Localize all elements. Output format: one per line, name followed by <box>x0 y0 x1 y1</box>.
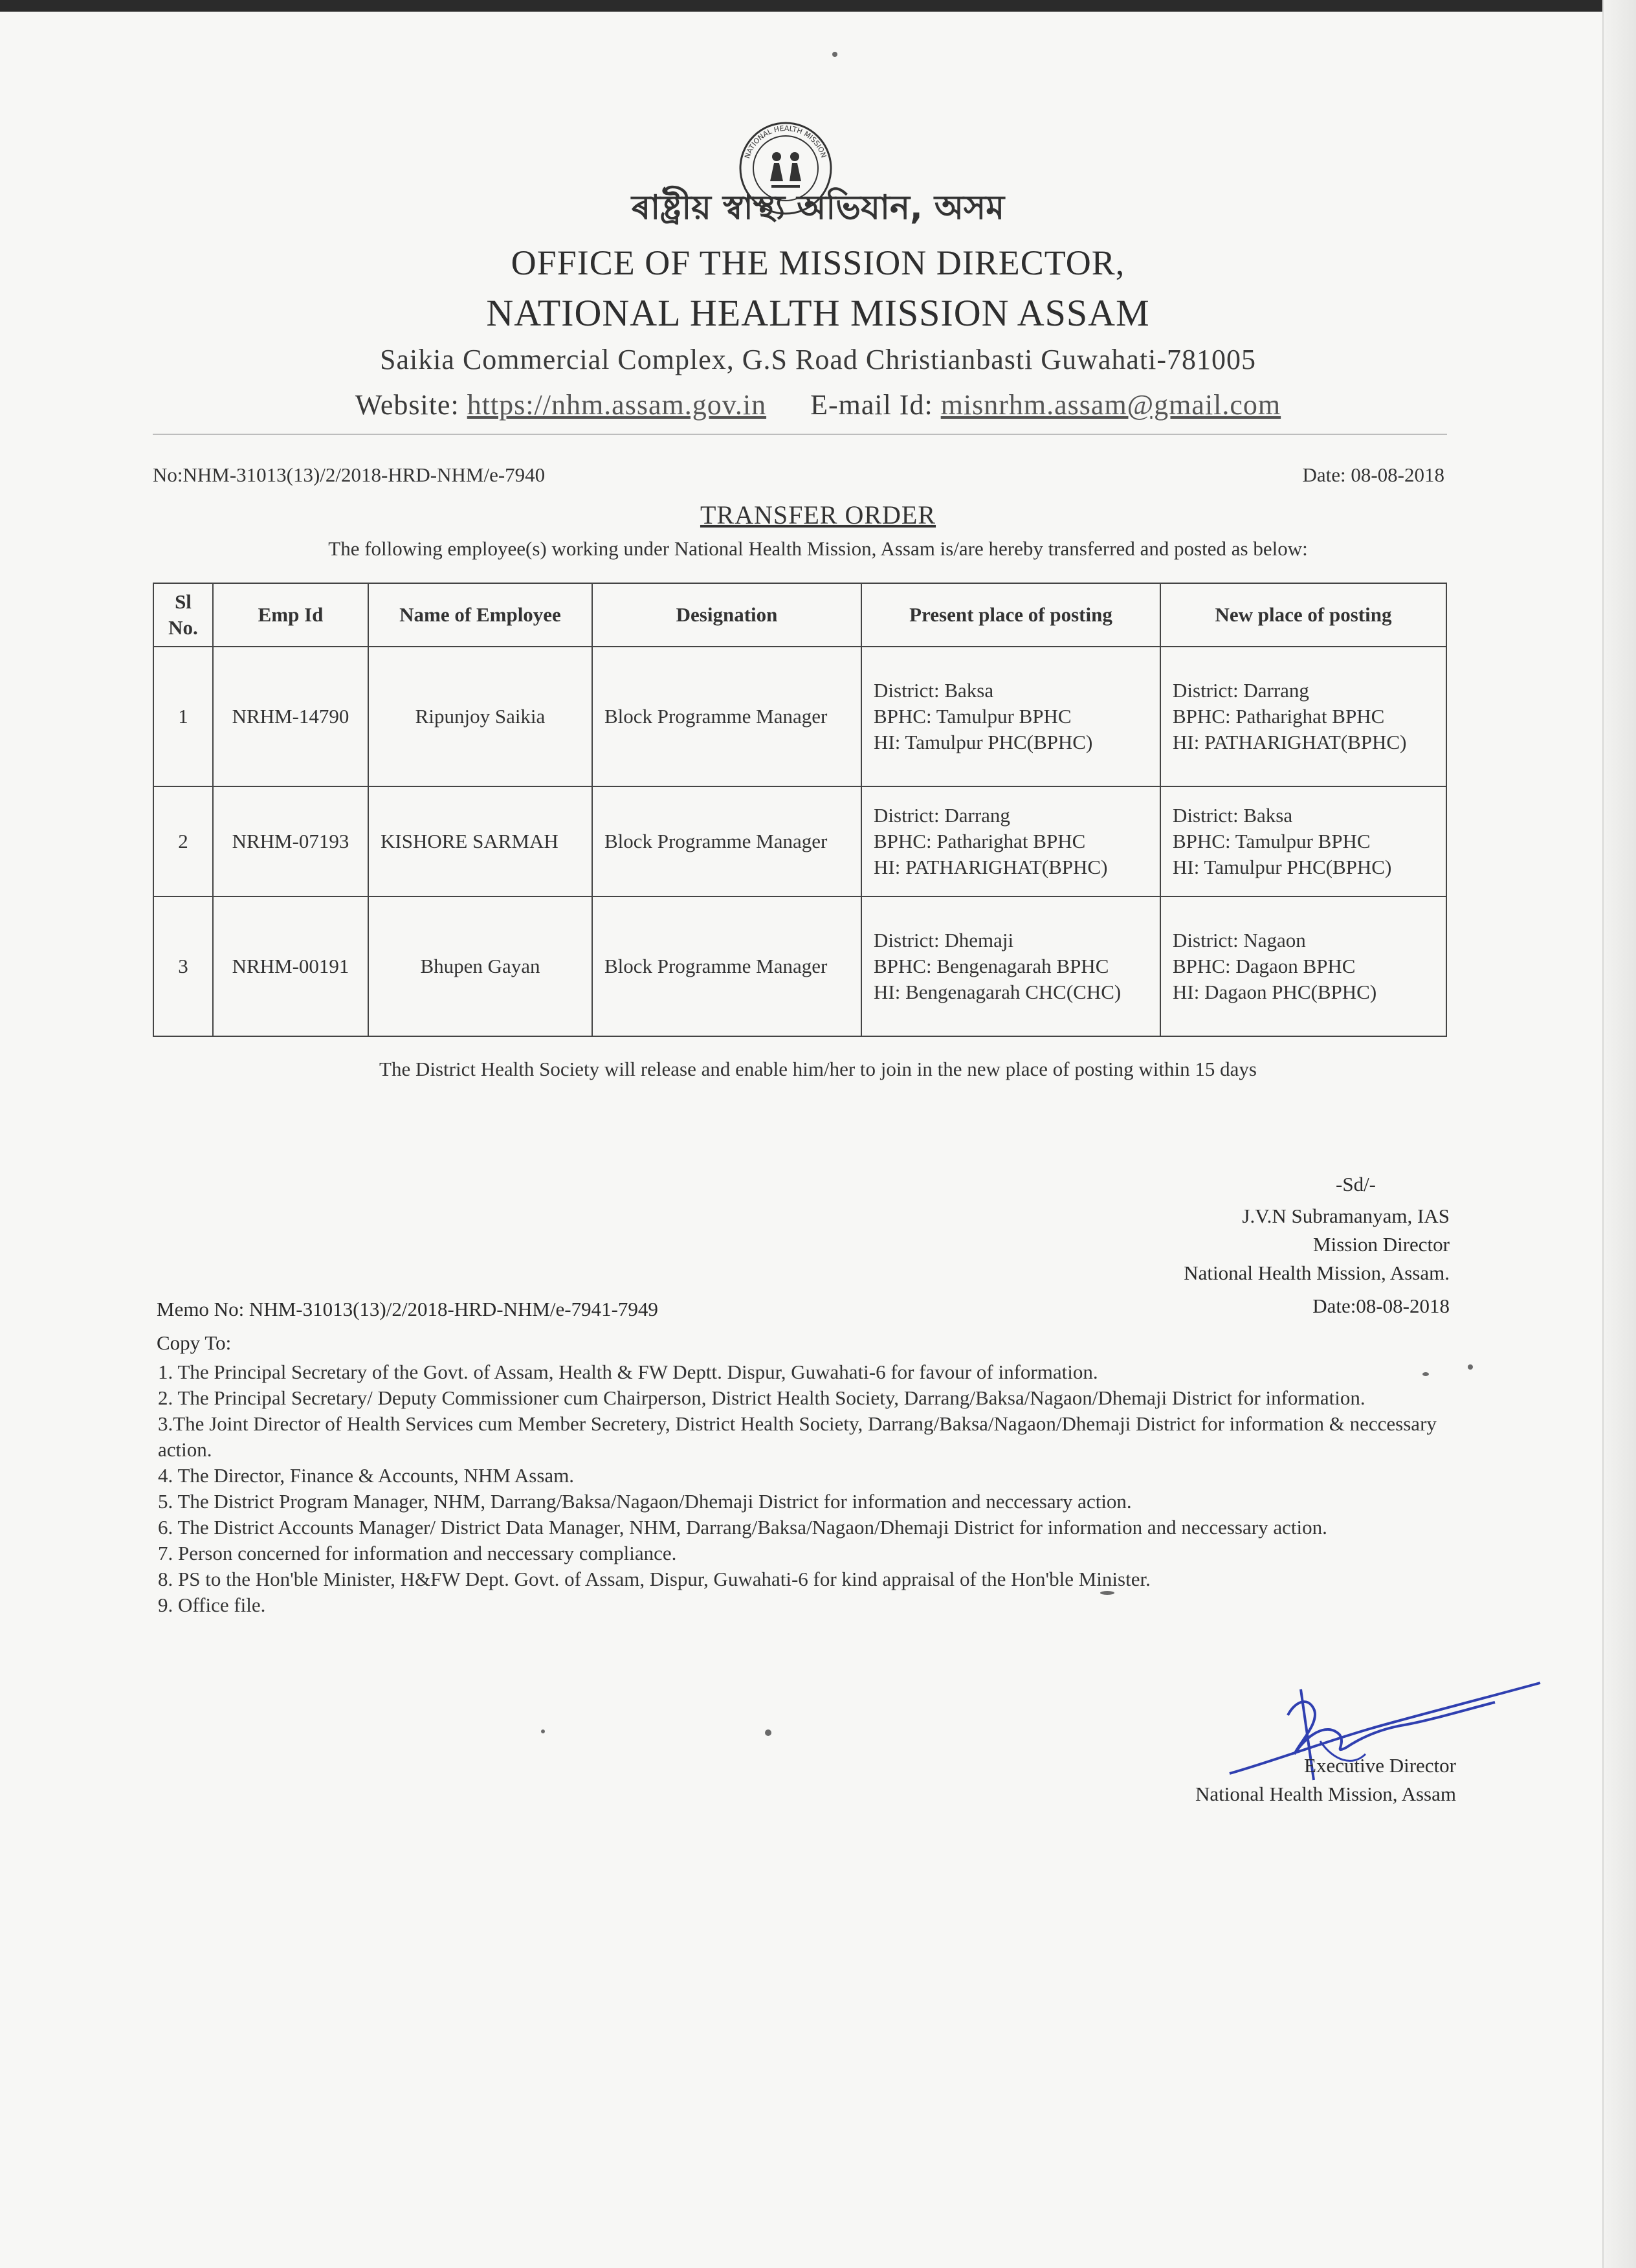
list-item: 8. PS to the Hon'ble Minister, H&FW Dept. Govt. of Assam, Dispur, Guwahati-6 for kind appraisal of the Hon'ble Minister. <box>158 1568 1151 1590</box>
scan-top-edge <box>0 0 1636 12</box>
website-label: Website: <box>355 389 459 421</box>
header-sl-no: Sl No. <box>153 583 213 647</box>
cell-emp-id: NRHM-14790 <box>213 647 368 786</box>
cell-emp-id: NRHM-00191 <box>213 896 368 1036</box>
order-intro: The following employee(s) working under National Health Mission, Assam is/are hereby transferred and posted as below: <box>328 537 1308 560</box>
email-label: E-mail Id: <box>810 389 933 421</box>
cell-designation: Block Programme Manager <box>592 647 861 786</box>
cell-new-posting: District: Baksa BPHC: Tamulpur BPHC HI: Tamulpur PHC(BPHC) <box>1160 786 1446 896</box>
scan-speck <box>541 1729 545 1733</box>
cell-designation: Block Programme Manager <box>592 786 861 896</box>
memo-date: Date:08-08-2018 <box>1312 1295 1450 1317</box>
executive-director-block <box>1195 1751 1456 1808</box>
signatory-org: National Health Mission, Assam. <box>1184 1262 1450 1284</box>
cell-present-posting: District: Dhemaji BPHC: Bengenagarah BPHC HI: Bengenagarah CHC(CHC) <box>861 896 1160 1036</box>
cell-employee-name: Bhupen Gayan <box>368 896 592 1036</box>
order-reference-number: No:NHM-31013(13)/2/2018-HRD-NHM/e-7940 <box>153 463 546 486</box>
office-title-line1: OFFICE OF THE MISSION DIRECTOR, <box>511 243 1125 282</box>
office-title-line2: NATIONAL HEALTH MISSION ASSAM <box>486 292 1150 334</box>
scan-speck <box>1100 1591 1114 1595</box>
mission-director-block <box>1184 1202 1450 1287</box>
cell-new-posting: District: Nagaon BPHC: Dagaon BPHC HI: Dagaon PHC(BPHC) <box>1160 896 1446 1036</box>
list-item: 3.The Joint Director of Health Services cum Member Secretery, District Health Society, Darrang/Baksa/Nagaon/Dhemaji District for information & neccessary action. <box>158 1412 1437 1461</box>
cell-new-posting: District: Darrang BPHC: Patharighat BPHC HI: PATHARIGHAT(BPHC) <box>1160 647 1446 786</box>
bengali-title: ৰাষ্ট্ৰীয় স্বাস্থ্য অভিযান, অসম <box>631 188 1005 227</box>
header-designation: Designation <box>592 583 861 647</box>
list-item: 5. The District Program Manager, NHM, Darrang/Baksa/Nagaon/Dhemaji District for information and neccessary action. <box>158 1490 1132 1513</box>
executive-title: Executive Director <box>1304 1754 1456 1777</box>
order-date: Date: 08-08-2018 <box>1302 463 1444 486</box>
copy-to-list <box>158 1359 1446 1618</box>
cell-emp-id: NRHM-07193 <box>213 786 368 896</box>
signed-mark: -Sd/- <box>1336 1173 1376 1195</box>
cell-present-posting: District: Darrang BPHC: Patharighat BPHC HI: PATHARIGHAT(BPHC) <box>861 786 1160 896</box>
cell-sl-no: 3 <box>153 896 213 1036</box>
signatory-name: J.V.N Subramanyam, IAS <box>1242 1205 1450 1227</box>
list-item: 6. The District Accounts Manager/ District Data Manager, NHM, Darrang/Baksa/Nagaon/Dhemaji District for information and neccessary action. <box>158 1516 1327 1539</box>
cell-sl-no: 2 <box>153 786 213 896</box>
table-header-row <box>153 583 1446 647</box>
copy-to-label: Copy To: <box>157 1331 232 1354</box>
table-row <box>153 647 1446 786</box>
email-link[interactable]: misnrhm.assam@gmail.com <box>940 389 1281 421</box>
memo-number: Memo No: NHM-31013(13)/2/2018-HRD-NHM/e-7941-7949 <box>157 1298 658 1320</box>
contact-line <box>0 388 1636 421</box>
signatory-title: Mission Director <box>1313 1233 1450 1256</box>
table-row <box>153 786 1446 896</box>
header-present-posting: Present place of posting <box>861 583 1160 647</box>
scan-speck <box>765 1729 771 1736</box>
svg-text:NATIONAL HEALTH MISSION: NATIONAL HEALTH MISSION <box>743 124 828 160</box>
header-employee-name: Name of Employee <box>368 583 592 647</box>
order-title: TRANSFER ORDER <box>700 500 936 529</box>
scan-speck <box>1422 1372 1429 1376</box>
list-item: 1. The Principal Secretary of the Govt. of Assam, Health & FW Deptt. Dispur, Guwahati-6 for favour of information. <box>158 1361 1098 1383</box>
scan-right-edge <box>1602 0 1636 2268</box>
website-link[interactable]: https://nhm.assam.gov.in <box>467 389 767 421</box>
table-row <box>153 896 1446 1036</box>
cell-designation: Block Programme Manager <box>592 896 861 1036</box>
list-item: 7. Person concerned for information and neccessary compliance. <box>158 1542 677 1564</box>
scan-speck <box>832 52 837 57</box>
header-divider <box>153 434 1447 435</box>
executive-org: National Health Mission, Assam <box>1195 1783 1456 1805</box>
header-emp-id: Emp Id <box>213 583 368 647</box>
office-address: Saikia Commercial Complex, G.S Road Christianbasti Guwahati-781005 <box>379 344 1257 375</box>
scan-speck <box>1468 1364 1473 1370</box>
cell-present-posting: District: Baksa BPHC: Tamulpur BPHC HI: Tamulpur PHC(BPHC) <box>861 647 1160 786</box>
header-new-posting: New place of posting <box>1160 583 1446 647</box>
list-item: 9. Office file. <box>158 1594 266 1616</box>
cell-employee-name: KISHORE SARMAH <box>368 786 592 896</box>
release-note: The District Health Society will release and enable him/her to join in the new place of posting within 15 days <box>379 1058 1257 1080</box>
list-item: 4. The Director, Finance & Accounts, NHM Assam. <box>158 1464 575 1487</box>
list-item: 2. The Principal Secretary/ Deputy Commissioner cum Chairperson, District Health Society, Darrang/Baksa/Nagaon/Dhemaji District for information. <box>158 1386 1365 1409</box>
cell-sl-no: 1 <box>153 647 213 786</box>
transfer-table <box>153 583 1447 1037</box>
cell-employee-name: Ripunjoy Saikia <box>368 647 592 786</box>
